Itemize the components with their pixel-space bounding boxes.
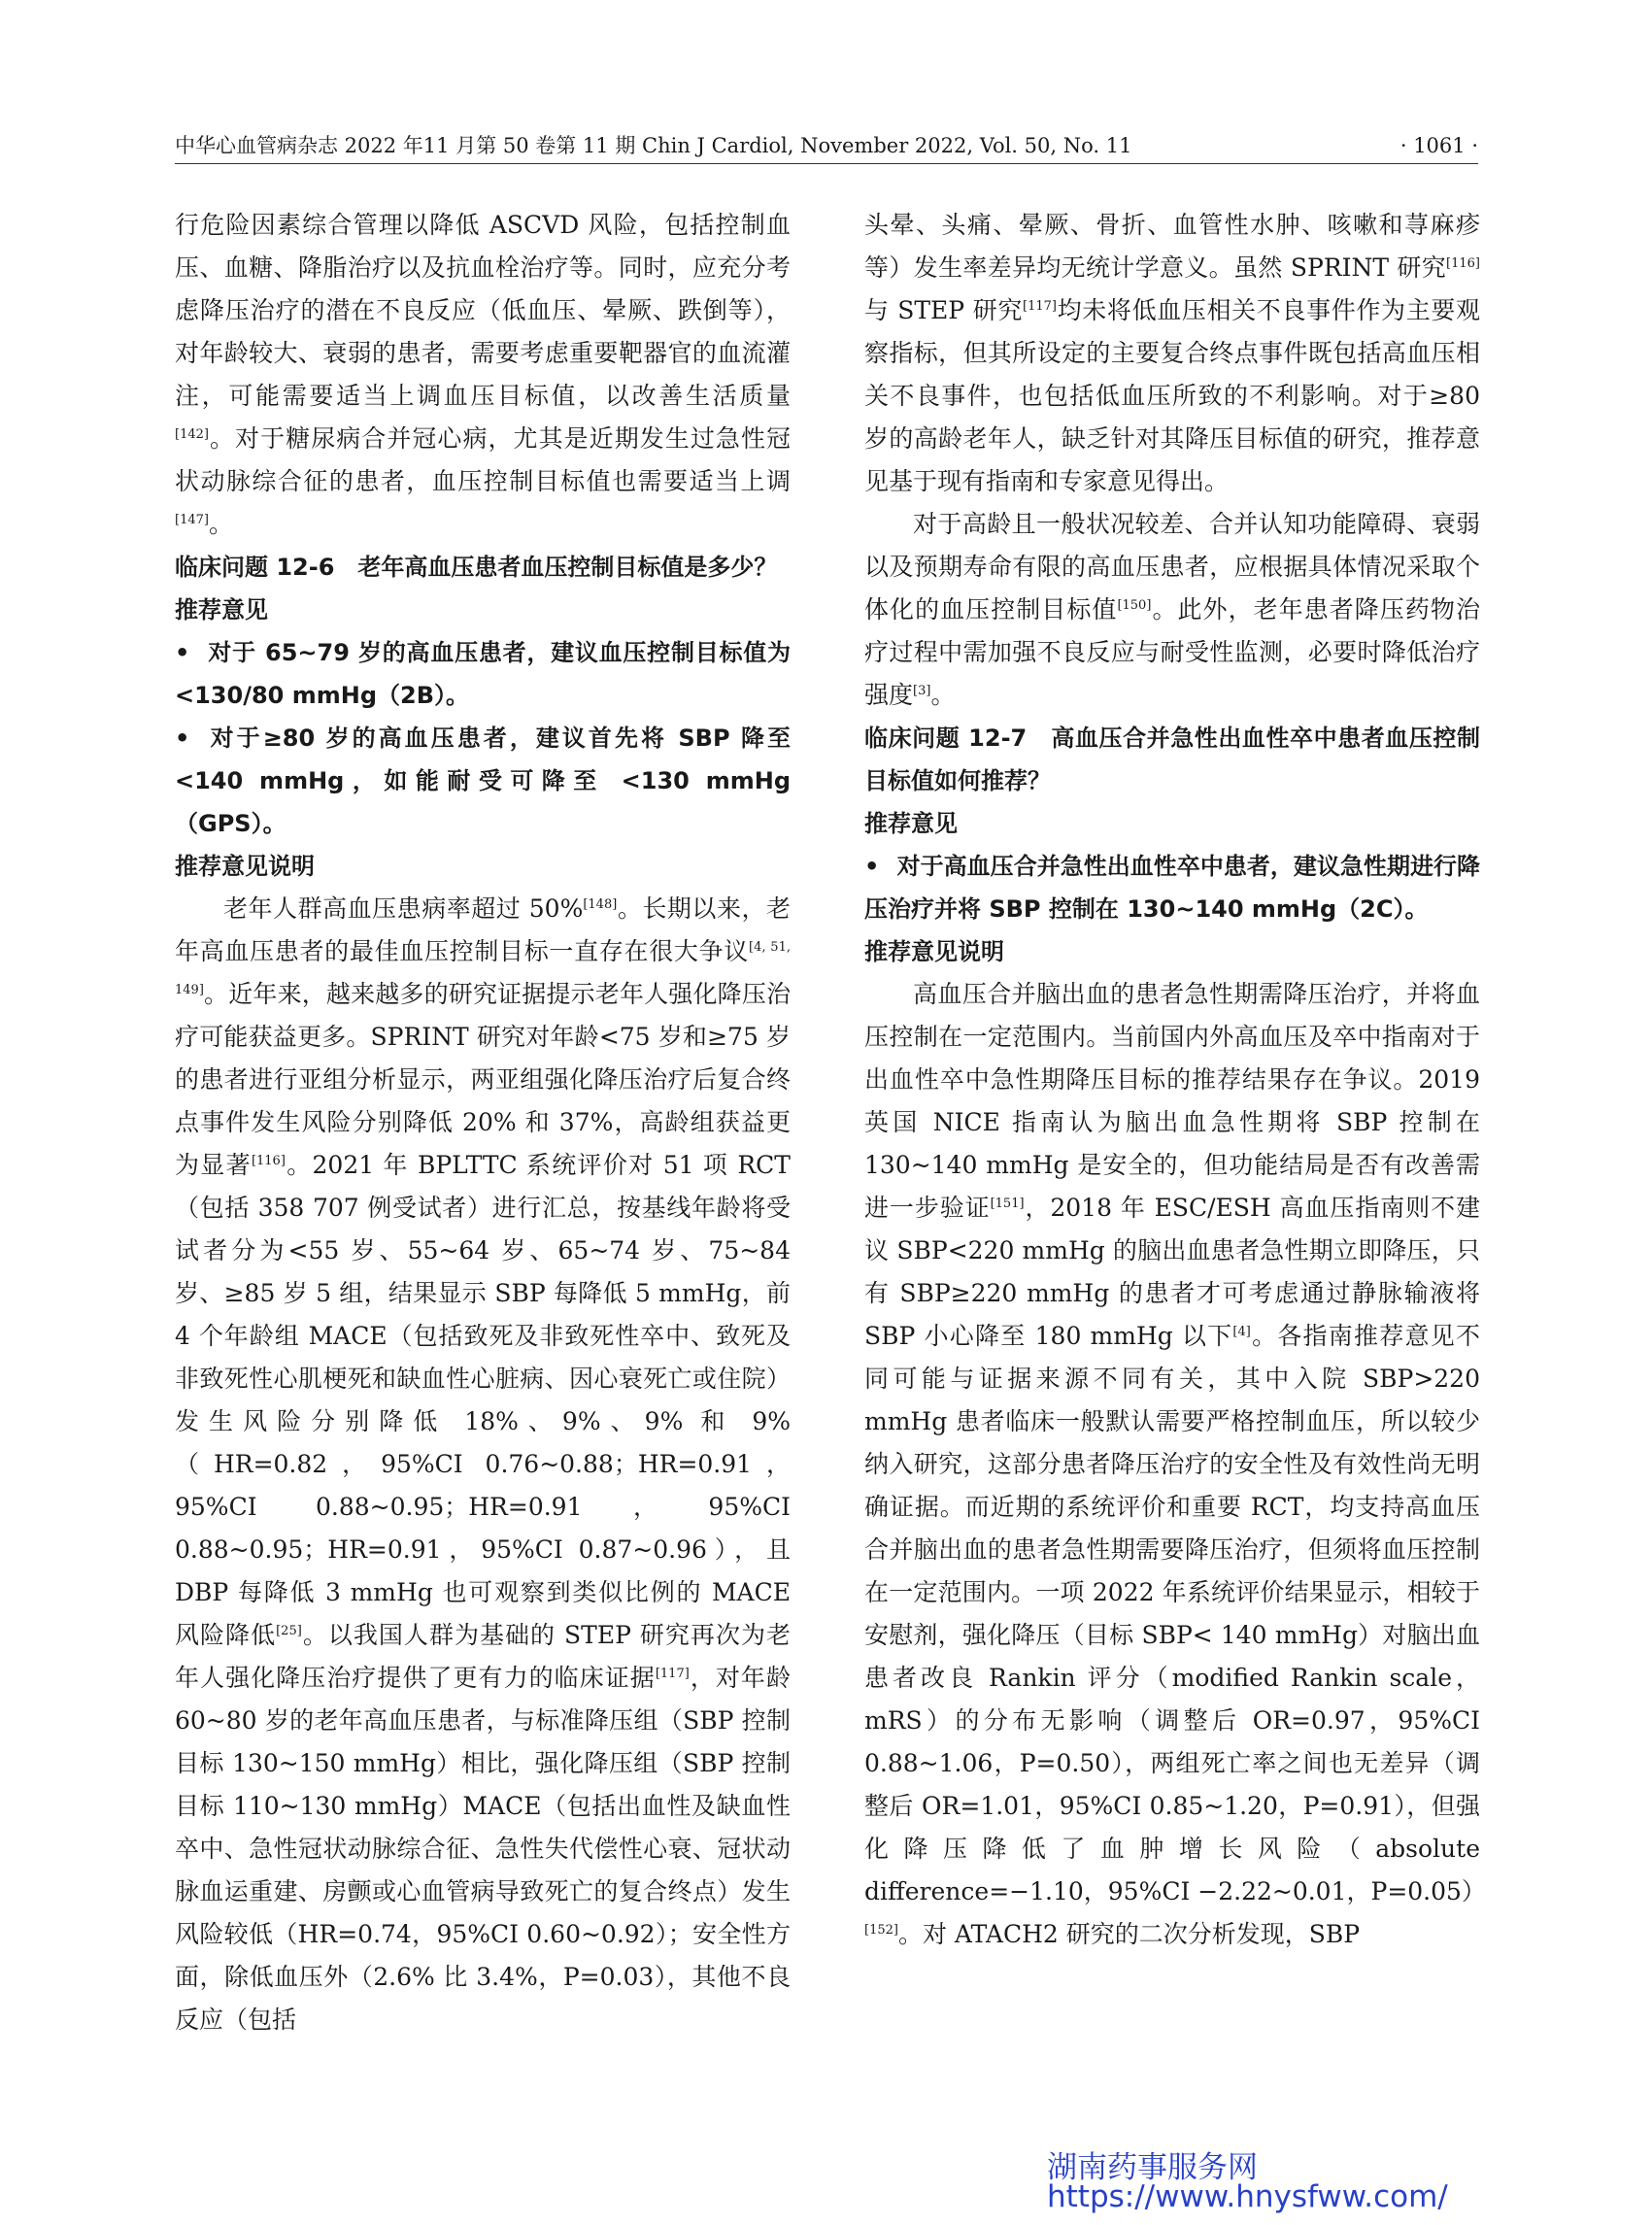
citation: [147] bbox=[175, 513, 209, 527]
paragraph: 头晕、头痛、晕厥、骨折、血管性水肿、咳嗽和荨麻疹等）发生率差异均无统计学意义。虽然 SPRINT 研究[116]与 STEP 研究[117]均未将低血压相关不良事件作为主要观察指标，但其所设定的主要复合终点事件既包括高血压相关不良事件，也包括低血压所致的不利影响。对于≥80 岁的高龄老年人，缺乏针对其降压目标值的研究，推荐意见基于现有指南和专家意见得出。 bbox=[864, 211, 1480, 495]
recommendation-heading: 推荐意见 bbox=[175, 596, 268, 624]
bullet-icon: • bbox=[864, 853, 880, 880]
bullet-icon: • bbox=[175, 639, 190, 666]
watermark-title: 湖南药事服务网 bbox=[1047, 2150, 1258, 2185]
citation: [117] bbox=[1023, 299, 1057, 314]
journal-citation: 中华心血管病杂志 2022 年11 月第 50 卷第 11 期 Chin J Cardiol, November 2022, Vol. 50, No. 11 bbox=[175, 134, 1132, 157]
page-number: · 1061 · bbox=[1399, 134, 1478, 157]
bullet-icon: • bbox=[175, 725, 190, 752]
paragraph: 老年人群高血压患病率超过 50%[148]。长期以来，老年高血压患者的最佳血压控制目标一直存在很大争议[4, 51, 149]。近年来，越来越多的研究证据提示老年人强化降压治疗可能获益更多。SPRINT 研究对年龄<75 岁和≥75 岁的患者进行亚组分析显示，两亚组强化降压治疗后复合终点事件发生风险分别降低 20% 和 37%，高龄组获益更为显著[116]。2021 年 BPLTTC 系统评价对 51 项 RCT（包括 358 707 例受试者）进行汇总，按基线年龄将受试者分为<55 岁、55~64 岁、65~74 岁、75~84 岁、≥85 岁 5 组，结果显示 SBP 每降低 5 mmHg，前 4 个年龄组 MACE（包括致死及非致死性卒中、致死及非致死性心肌梗死和缺血性心脏病、因心衰死亡或住院）发生风险分别降低 18%、9%、9% 和 9%（HR=0.82，95%CI 0.76~0.88；HR=0.91，95%CI 0.88~0.95；HR=0.91，95%CI 0.88~0.95；HR=0.91，95%CI 0.87~0.96），且 DBP 每降低 3 mmHg 也可观察到类似比例的 MACE 风险降低[25]。以我国人群为基础的 STEP 研究再次为老年人强化降压治疗提供了更有力的临床证据[117]，对年龄 60~80 岁的老年高血压患者，与标准降压组（SBP 控制目标 130~150 mmHg）相比，强化降压组（SBP 控制目标 110~130 mmHg）MACE（包括出血性及缺血性卒中、急性冠状动脉综合征、急性失代偿性心衰、冠状动脉血运重建、房颤或心血管病导致死亡的复合终点）发生风险较低（HR=0.74，95%CI 0.60~0.92）；安全性方面，除低血压外（2.6% 比 3.4%，P=0.03），其他不良反应（包括 bbox=[175, 894, 791, 2034]
recommendation-item: • 对于 65~79 岁的高血压患者，建议血压控制目标值为<130/80 mmHg（2B）。 bbox=[175, 631, 791, 717]
explanation-heading: 推荐意见说明 bbox=[175, 853, 315, 880]
citation: [4] bbox=[1232, 1325, 1251, 1339]
right-column bbox=[864, 204, 1486, 1956]
left-column bbox=[175, 204, 791, 2041]
citation: [142] bbox=[175, 427, 209, 442]
citation: [4, 51, 149] bbox=[175, 940, 791, 997]
paragraph: 高血压合并脑出血的患者急性期需降压治疗，并将血压控制在一定范围内。当前国内外高血压及卒中指南对于出血性卒中急性期降压目标的推荐结果存在争议。2019 英国 NICE 指南认为脑出血急性期将 SBP 控制在 130~140 mmHg 是安全的，但功能结局是否有改善需进一步验证[151]，2018 年 ESC/ESH 高血压指南则不建议 SBP<220 mmHg 的脑出血患者急性期立即降压，只有 SBP≥220 mmHg 的患者才可考虑通过静脉输液将 SBP 小心降至 180 mmHg 以下[4]。各指南推荐意见不同可能与证据来源不同有关，其中入院 SBP>220 mmHg 患者临床一般默认需要严格控制血压，所以较少纳入研究，这部分患者降压治疗的安全性及有效性尚无明确证据。而近期的系统评价和重要 RCT，均支持高血压合并脑出血的患者急性期需要降压治疗，但须将血压控制在一定范围内。一项 2022 年系统评价结果显示，相较于安慰剂，强化降压（目标 SBP< 140 mmHg）对脑出血患者改良 Rankin 评分（modified Rankin scale，mRS）的分布无影响（调整后 OR=0.97，95%CI 0.88~1.06，P=0.50），两组死亡率之间也无差异（调整后 OR=1.01，95%CI 0.85~1.20，P=0.91），但强化降压降低了血肿增长风险（absolute difference=−1.10，95%CI −2.22~0.01，P=0.05）[152]。对 ATACH2 研究的二次分析发现，SBP bbox=[864, 980, 1486, 1948]
recommendation-item: • 对于高血压合并急性出血性卒中患者，建议急性期进行降压治疗并将 SBP 控制在 130~140 mmHg（2C）。 bbox=[864, 845, 1480, 930]
paragraph: 对于高龄且一般状况较差、合并认知功能障碍、衰弱以及预期寿命有限的高血压患者，应根据具体情况采取个体化的血压控制目标值[150]。此外，老年患者降压药物治疗过程中需加强不良反应与耐受性监测，必要时降低治疗强度[3]。 bbox=[864, 510, 1480, 709]
citation: [117] bbox=[655, 1667, 690, 1681]
paragraph: 行危险因素综合管理以降低 ASCVD 风险，包括控制血压、血糖、降脂治疗以及抗血栓治疗等。同时，应充分考虑降压治疗的潜在不良反应（低血压、晕厥、跌倒等），对年龄较大、衰弱的患者，需要考虑重要靶器官的血流灌注，可能需要适当上调血压目标值，以改善生活质量[142]。对于糖尿病合并冠心病，尤其是近期发生过急性冠状动脉综合征的患者，血压控制目标值也需要适当上调[147]。 bbox=[175, 211, 791, 538]
watermark-url: https://www.hnysfww.com/ bbox=[1047, 2179, 1448, 2214]
running-header bbox=[175, 132, 1478, 164]
citation: [152] bbox=[864, 1923, 898, 1938]
citation: [148] bbox=[583, 897, 618, 912]
citation: [3] bbox=[913, 684, 931, 698]
recommendation-heading: 推荐意见 bbox=[864, 810, 958, 837]
explanation-heading: 推荐意见说明 bbox=[864, 938, 1004, 965]
clinical-question-heading: 临床问题 12-7 高血压合并急性出血性卒中患者血压控制目标值如何推荐？ bbox=[864, 725, 1480, 794]
recommendation-item: • 对于≥80 岁的高血压患者，建议首先将 SBP 降至 <140 mmHg，如能耐受可降至 <130 mmHg（GPS）。 bbox=[175, 717, 791, 845]
clinical-question-heading: 临床问题 12-6 老年高血压患者血压控制目标值是多少？ bbox=[175, 554, 778, 581]
citation: [116] bbox=[251, 1154, 286, 1168]
citation: [116] bbox=[1446, 256, 1480, 271]
citation: [25] bbox=[276, 1624, 302, 1638]
citation: [151] bbox=[990, 1197, 1025, 1211]
citation: [150] bbox=[1117, 598, 1152, 613]
